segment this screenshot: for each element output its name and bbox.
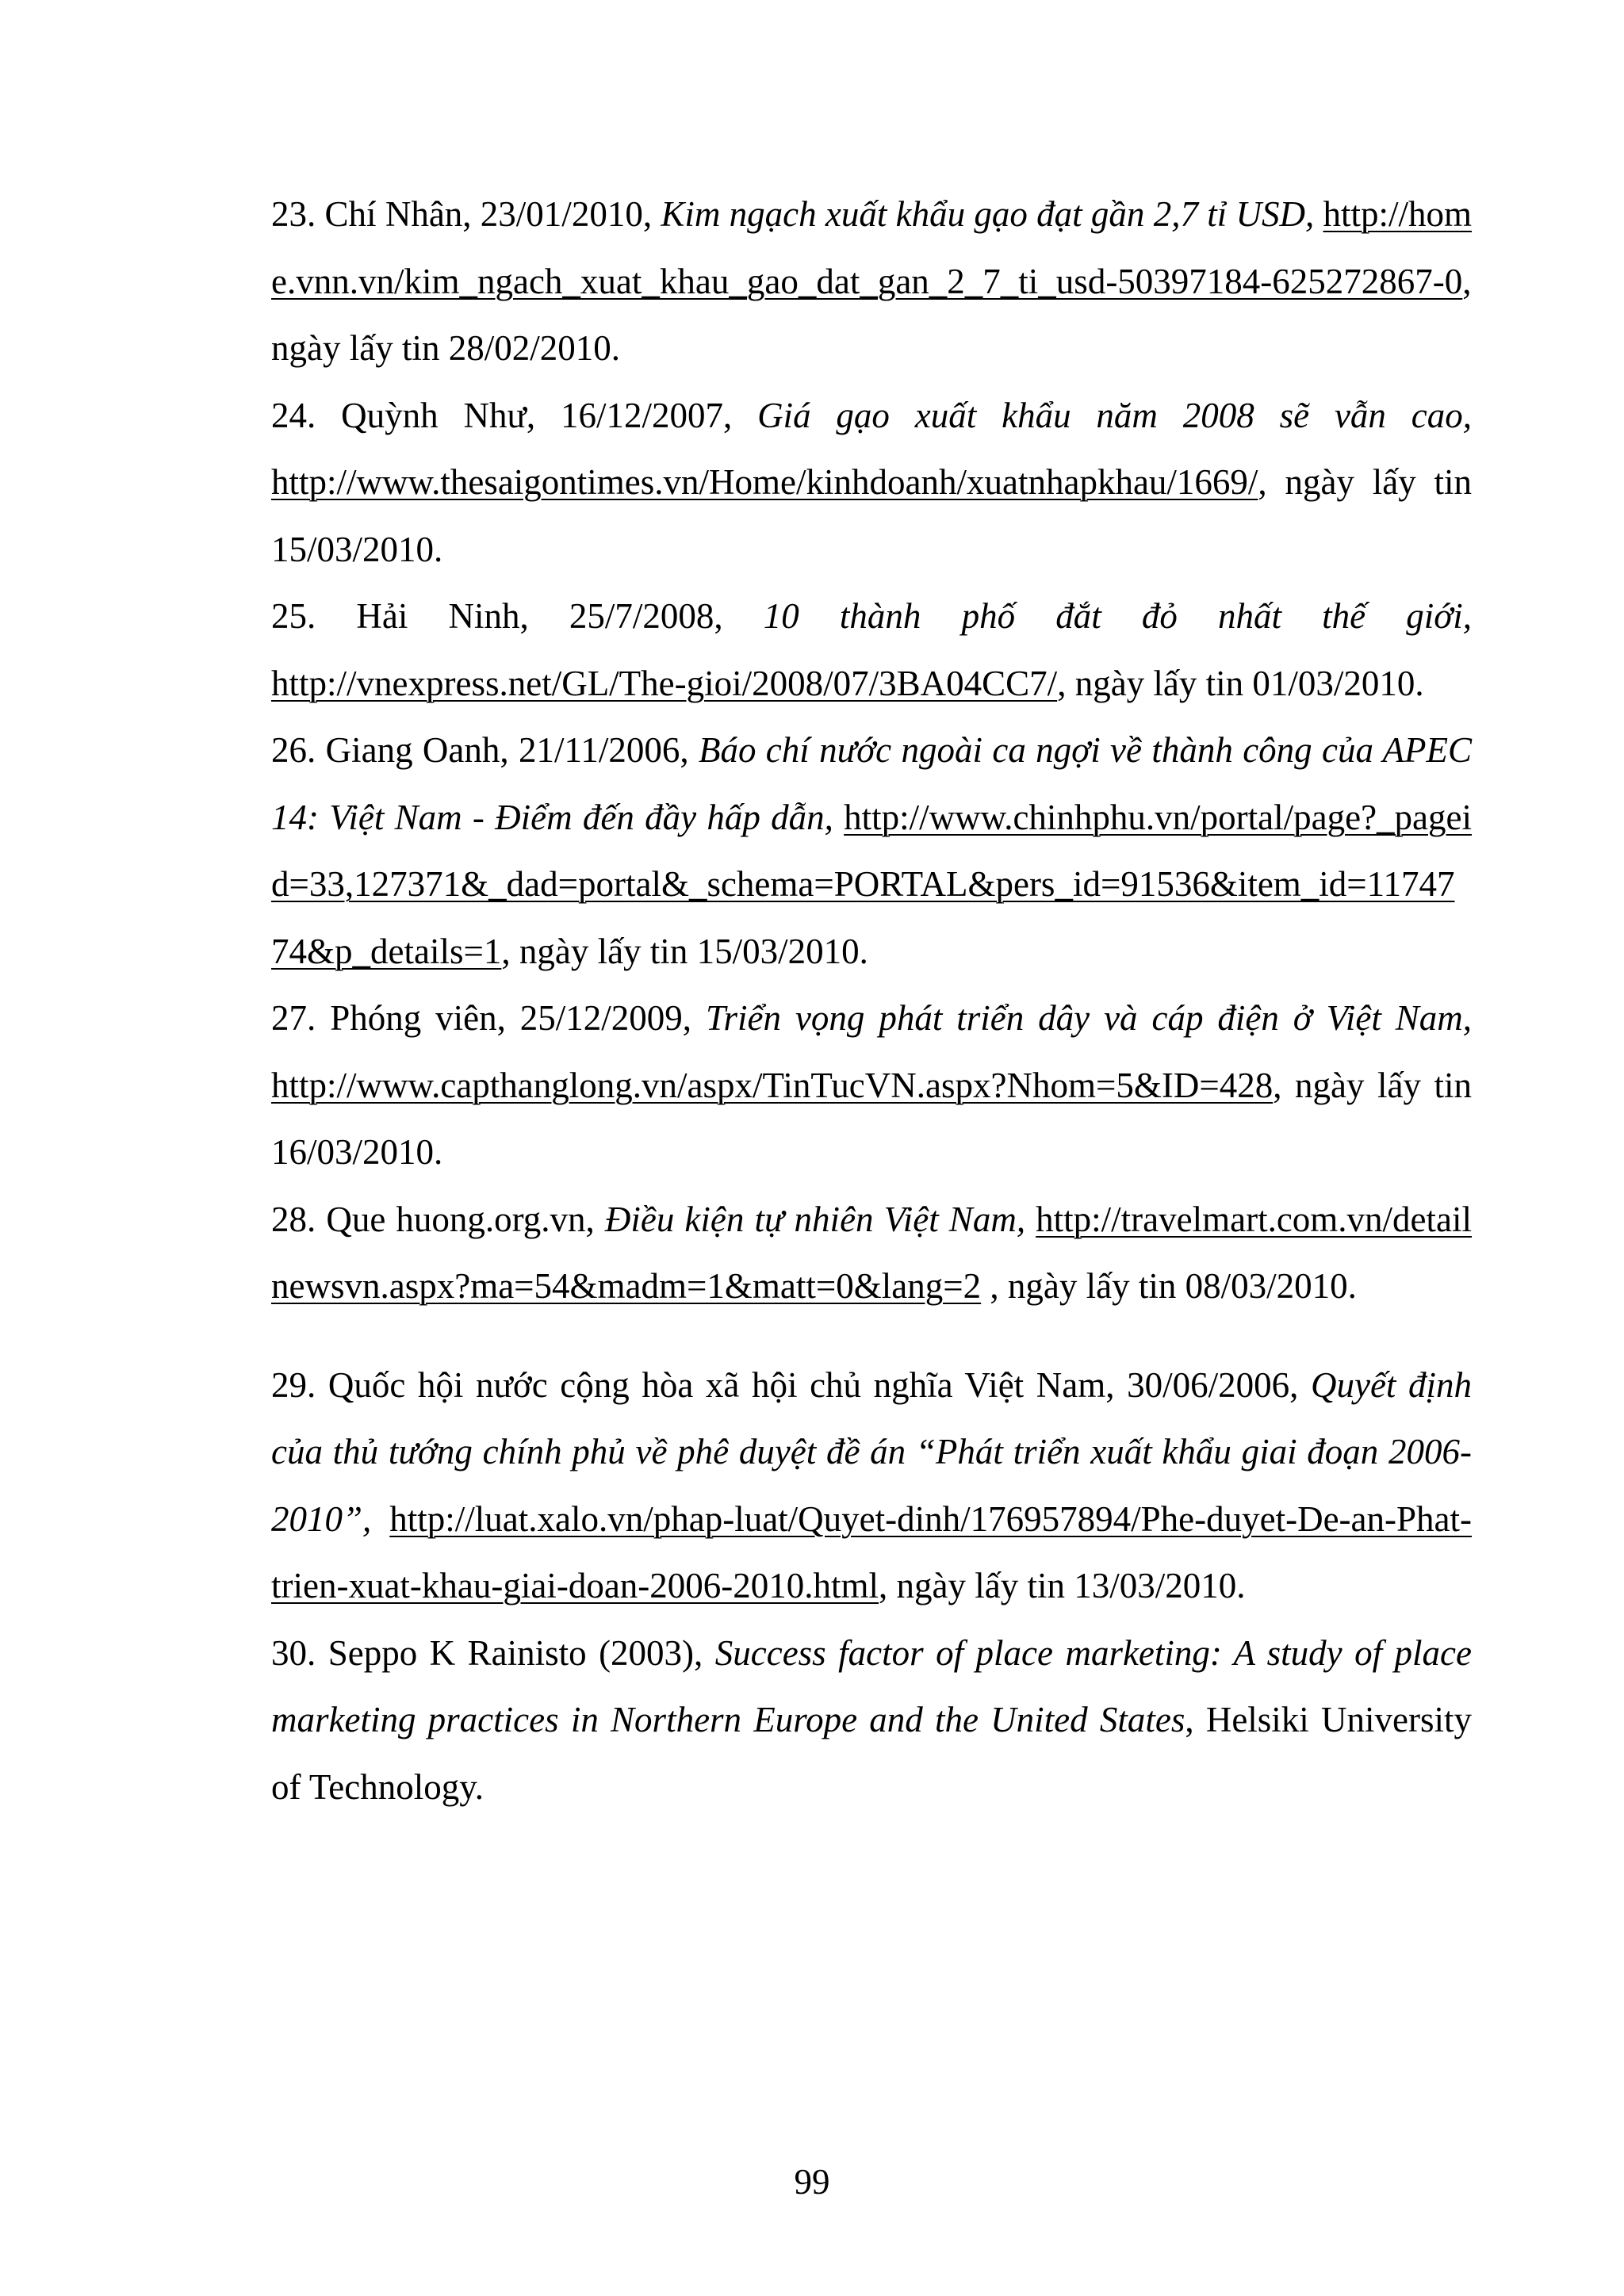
reference-item-23 [271,181,1472,382]
reference-item-29 [271,1352,1472,1620]
reference-number: 30. [271,1632,316,1673]
reference-item-26 [271,717,1472,985]
reference-item-28 [271,1186,1472,1320]
reference-list [271,181,1472,1820]
reference-link[interactable]: http://www.thesaigontimes.vn/Home/kinhdoanh/xuatnhapkhau/1669/ [271,462,1258,502]
reference-link[interactable]: http://www.capthanglong.vn/aspx/TinTucVN.aspx?Nhom=5&ID=428 [271,1065,1274,1105]
reference-item-24 [271,382,1472,584]
reference-author: Quỳnh Như, 16/12/2007, [341,395,733,435]
reference-author: Chí Nhân, 23/01/2010, [324,194,653,234]
reference-title: Điều kiện tự nhiên Việt Nam, [604,1199,1026,1239]
reference-title: Success factor of place marketing: A study of place marketing practices in Northern Europe and the United States [271,1632,1472,1739]
reference-title: 10 thành phố đắt đỏ nhất thế giới, [763,596,1473,636]
reference-access-date: , ngày lấy tin 01/03/2010. [1057,663,1424,703]
reference-title: Triển vọng phát triển dây và cáp điện ở Việt Nam, [705,998,1473,1038]
page-number: 99 [794,2162,830,2202]
reference-access-date: , ngày lấy tin 15/03/2010. [271,462,1472,569]
reference-title: Quyết định của thủ tướng chính phủ về phê duyệt đề án “Phát triển xuất khẩu giai đoạn 2006-2010”, [271,1364,1473,1539]
reference-number: 24. [271,395,316,435]
reference-number: 23. [271,194,316,234]
reference-link[interactable]: http://vnexpress.net/GL/The-gioi/2008/07/3BA04CC7/ [271,663,1058,703]
reference-publisher: , Helsiki University of Technology. [271,1700,1472,1807]
reference-author: Quốc hội nước cộng hòa xã hội chủ nghĩa Việt Nam, 30/06/2006, [327,1364,1299,1405]
reference-link[interactable]: http://travelmart.com.vn/detailnewsvn.aspx?ma=54&madm=1&matt=0&lang=2 [271,1199,1472,1306]
reference-access-date: , ngày lấy tin 13/03/2010. [879,1566,1246,1605]
reference-title: Giá gạo xuất khẩu năm 2008 sẽ vẫn cao, [757,395,1473,435]
reference-author: Que huong.org.vn, [326,1199,595,1239]
reference-number: 27. [271,998,316,1038]
reference-number: 25. [271,596,316,636]
reference-number: 26. [271,730,316,770]
reference-link[interactable]: http://luat.xalo.vn/phap-luat/Quyet-dinh/176957894/Phe-duyet-De-an-Phat-trien-xuat-khau-giai-doan-2006-2010.html [271,1498,1472,1605]
reference-number: 28. [271,1199,316,1239]
reference-access-date: , ngày lấy tin 16/03/2010. [271,1065,1472,1172]
reference-number: 29. [271,1364,316,1405]
reference-link[interactable]: http://www.chinhphu.vn/portal/page?_pageid=33,127371&_dad=portal&_schema=PORTAL&pers_id=91536&item_id=1174774&p_details=1 [271,797,1473,971]
reference-item-30 [271,1620,1472,1821]
reference-access-date: , ngày lấy tin 15/03/2010. [501,931,868,971]
reference-author: Seppo K Rainisto (2003), [327,1632,703,1673]
reference-item-25 [271,583,1472,717]
reference-access-date: , ngày lấy tin 08/03/2010. [981,1266,1357,1306]
reference-author: Hải Ninh, 25/7/2008, [356,596,723,636]
reference-title: Kim ngạch xuất khẩu gạo đạt gần 2,7 tỉ USD, [661,194,1315,234]
reference-author: Phóng viên, 25/12/2009, [330,998,692,1038]
reference-access-date: , ngày lấy tin 28/02/2010. [271,261,1472,368]
reference-title: Báo chí nước ngoài ca ngợi về thành công của APEC 14: Việt Nam - Điểm đến đầy hấp dẫn, [271,730,1473,837]
reference-author: Giang Oanh, 21/11/2006, [325,730,689,770]
reference-link[interactable]: http://home.vnn.vn/kim_ngach_xuat_khau_gao_dat_gan_2_7_ti_usd-50397184-625272867-0 [271,194,1473,301]
reference-item-27 [271,985,1472,1186]
